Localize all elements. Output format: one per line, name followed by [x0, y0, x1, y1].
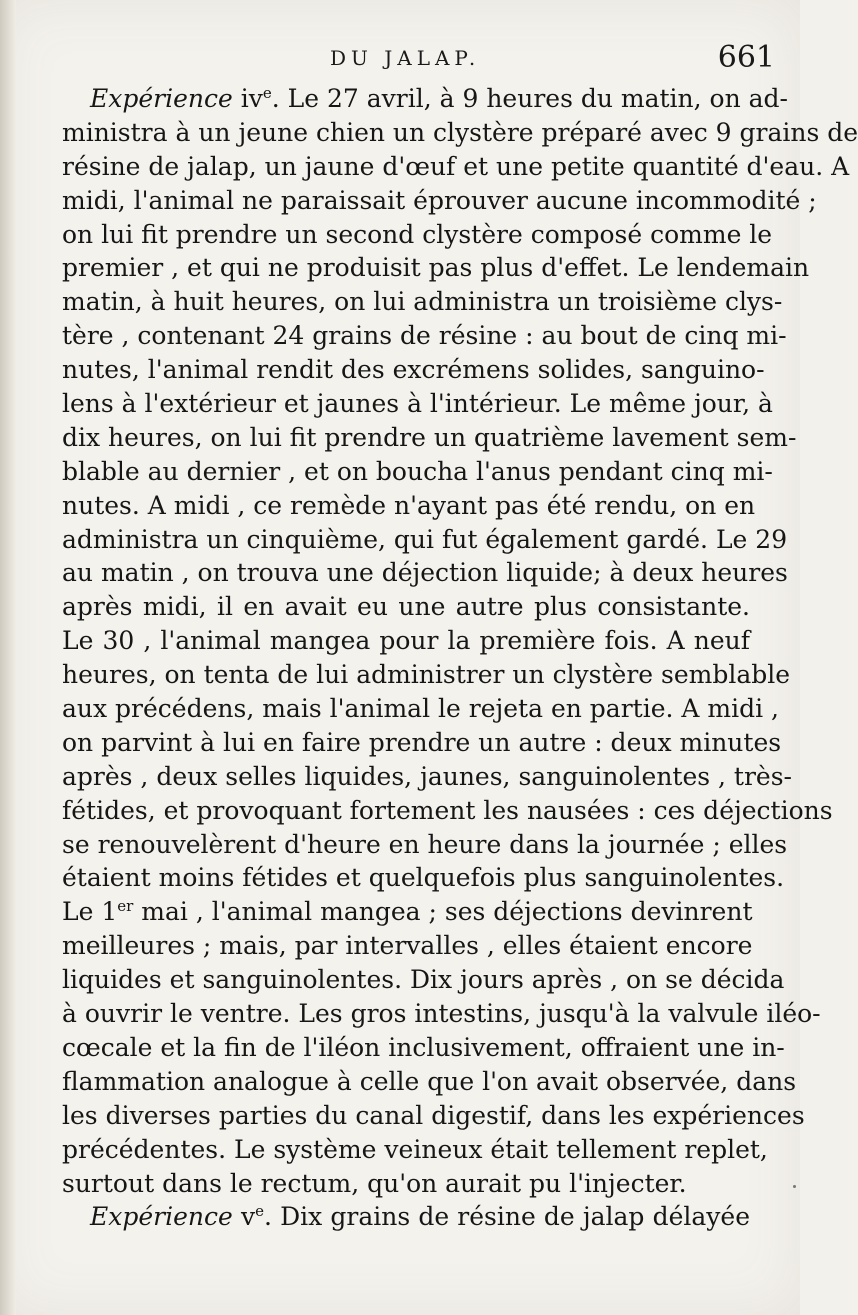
text-line: premier , et qui ne produisit pas plus d'effet. Le lendemain	[62, 253, 810, 283]
text-line: les diverses parties du canal digestif, dans les expériences	[62, 1100, 805, 1130]
text-line: résine de jalap, un jaune d'œuf et une petite quantité d'eau. A	[62, 151, 850, 181]
margin-speck	[793, 1185, 796, 1188]
text-line: meilleures ; mais, par intervalles , elles étaient encore	[62, 931, 753, 961]
text-line: ministra à un jeune chien un clystère préparé avec 9 grains de	[62, 117, 858, 147]
ordinal-superscript: er	[117, 897, 134, 916]
text-line: dix heures, on lui fit prendre un quatrième lavement sem-	[62, 422, 797, 452]
text-line	[62, 1200, 750, 1234]
text-line: on lui fit prendre un second clystère composé comme le	[62, 219, 773, 249]
text-line: matin, à huit heures, on lui administra un troisième clys-	[62, 287, 783, 317]
page-number: 661	[717, 40, 775, 75]
running-head: DU JALAP.	[330, 46, 481, 70]
text-line: flammation analogue à celle que l'on avait observée, dans	[62, 1066, 797, 1096]
experience-ordinal: iv	[240, 84, 263, 113]
page-spine-shadow	[0, 0, 16, 1315]
text-line: aux précédens, mais l'animal le rejeta en partie. A midi ,	[62, 694, 779, 724]
text-line	[62, 82, 789, 116]
text-line: après midi, il en avait eu une autre plus consistante.	[62, 592, 750, 622]
line-text: . Le 27 avril, à 9 heures du matin, on ad-	[271, 84, 789, 113]
text-line	[62, 895, 753, 929]
text-line: surtout dans le rectum, qu'on aurait pu l'injecter.	[62, 1168, 687, 1198]
text-line: administra un cinquième, qui fut également gardé. Le 29	[62, 524, 788, 554]
ordinal-superscript: e	[262, 84, 272, 102]
text-line: liquides et sanguinolentes. Dix jours après , on se décida	[62, 965, 785, 995]
line-text: mai , l'animal mangea ; ses déjections devinrent	[133, 897, 753, 927]
text-line: étaient moins fétides et quelquefois plus sanguinolentes.	[62, 863, 785, 893]
text-line: nutes. A midi , ce remède n'ayant pas été rendu, on en	[62, 490, 756, 520]
ordinal-superscript: e	[255, 1202, 264, 1221]
text-line: cœcale et la fin de l'iléon inclusivement, offraient une in-	[62, 1032, 785, 1062]
text-line: on parvint à lui en faire prendre un autre : deux minutes	[62, 727, 782, 757]
text-line: se renouvelèrent d'heure en heure dans la journée ; elles	[62, 829, 788, 859]
text-line: à ouvrir le ventre. Les gros intestins, jusqu'à la valvule iléo-	[62, 999, 821, 1029]
text-line: tère , contenant 24 grains de résine : au bout de cinq mi-	[62, 321, 787, 351]
text-line: heures, on tenta de lui administrer un clystère semblable	[62, 660, 791, 690]
line-text: . Dix grains de résine de jalap délayée	[263, 1202, 750, 1232]
text-line: fétides, et provoquant fortement les nausées : ces déjections	[62, 795, 833, 825]
line-text: Le 1	[62, 897, 118, 927]
body-text	[62, 82, 858, 1234]
experience-ordinal: v	[240, 1202, 256, 1232]
text-line: midi, l'animal ne paraissait éprouver aucune incommodité ;	[62, 185, 817, 215]
page-header	[60, 40, 775, 80]
text-line: au matin , on trouva une déjection liquide; à deux heures	[62, 558, 788, 588]
text-line: blable au dernier , et on boucha l'anus pendant cinq mi-	[62, 456, 773, 486]
text-line: précédentes. Le système veineux était tellement replet,	[62, 1134, 768, 1164]
text-line: nutes, l'animal rendit des excrémens solides, sanguino-	[62, 355, 765, 385]
experience-label: Expérience	[90, 1202, 233, 1232]
text-line: lens à l'extérieur et jaunes à l'intérieur. Le même jour, à	[62, 389, 773, 419]
experience-label: Expérience	[90, 84, 233, 113]
text-line: Le 30 , l'animal mangea pour la première fois. A neuf	[62, 626, 750, 656]
text-line: après , deux selles liquides, jaunes, sanguinolentes , très-	[62, 761, 793, 791]
